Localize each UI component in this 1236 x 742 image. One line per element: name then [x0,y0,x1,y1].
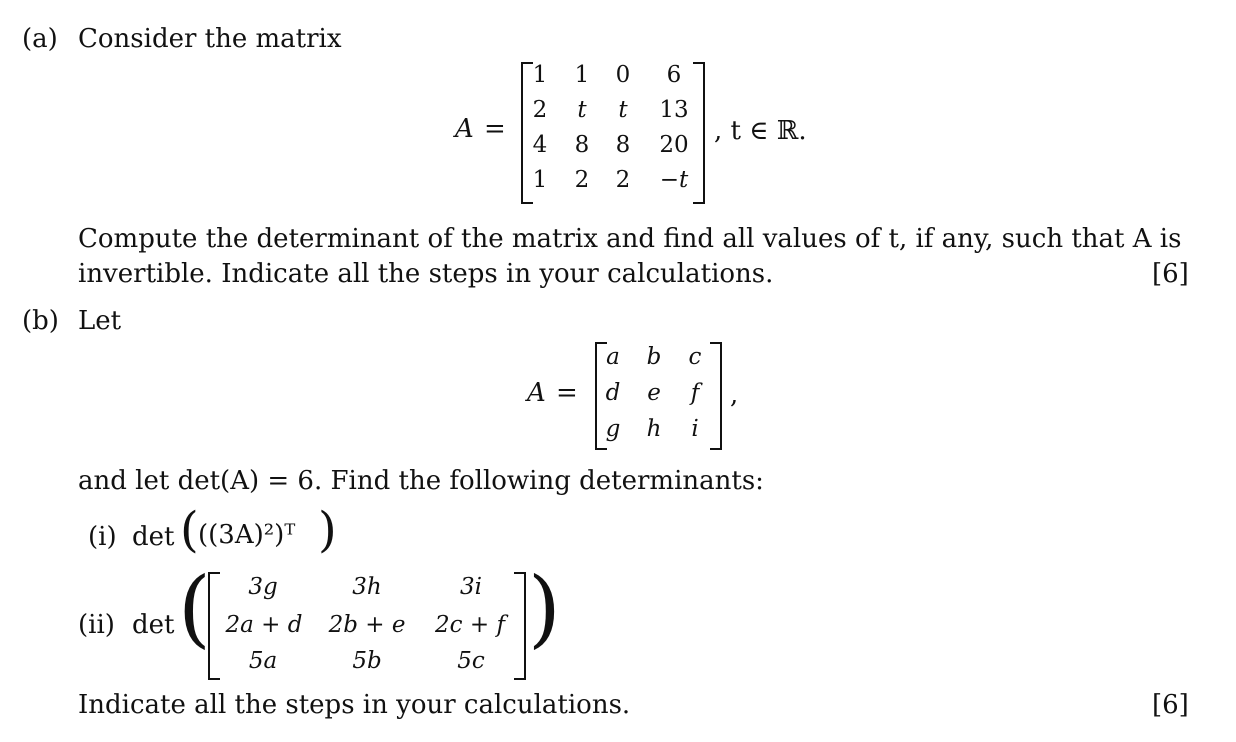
matrix-ii-cell: 5c [457,648,485,674]
matrix-a-cell: 2 [615,167,631,193]
matrix-ii-cell: 2b + e [328,612,406,638]
matrix-b-cell: e [647,380,661,406]
matrix-b-cell: g [605,416,621,442]
part-b-marks: [6] [1152,690,1189,720]
matrix-b-cell: h [646,416,662,442]
matrix-a-cell: t [577,97,587,123]
part-a-intro: Consider the matrix [78,24,342,54]
matrix-b-cell: f [690,380,700,406]
part-a-question-line2: invertible. Indicate all the steps in your calculations. [78,259,774,289]
part-b-given: and let det(A) = 6. Find the following determinants: [78,466,764,496]
matrix-b-cell: d [605,380,621,406]
matrix-ii-cell: 3i [460,574,482,600]
matrix-a-cell: 20 [659,132,689,158]
matrix-a-equals: = [484,114,506,144]
sub-i-det: det [132,522,175,552]
matrix-ii-cell: 3h [352,574,382,600]
sub-ii-label: (ii) [78,610,115,640]
part-a-marks: [6] [1152,259,1189,289]
part-b-label: (b) [22,306,59,336]
matrix-ii-cell: 3g [248,574,278,600]
matrix-b-trailing: , [730,380,739,410]
sub-i-label: (i) [88,522,117,552]
matrix-a-cell: 13 [659,97,689,123]
matrix-a-cell: 2 [574,167,590,193]
part-a-label: (a) [22,24,58,54]
sub-ii-close-paren: ) [528,559,561,657]
matrix-a-cell: 8 [574,132,590,158]
matrix-ii-cell: 5b [352,648,382,674]
matrix-a-cell: 6 [666,62,682,88]
matrix-a-name: A [455,114,474,144]
matrix-a-cell: 0 [615,62,631,88]
sub-i-open-paren: ( [180,502,199,558]
matrix-a-cell: 4 [532,132,548,158]
part-b-intro: Let [78,306,122,336]
matrix-ii-cell: 5a [248,648,278,674]
matrix-a-condition: , t ∈ ℝ. [714,116,807,146]
matrix-ii-cell: 2c + f [435,612,505,638]
sub-i-expression: ((3A)²)ᵀ [198,520,296,550]
matrix-a-cell: t [618,97,628,123]
matrix-a-cell: 1 [532,167,548,193]
matrix-a-cell: 2 [532,97,548,123]
matrix-b-cell: c [688,344,702,370]
matrix-b-name: A [527,378,546,408]
matrix-ii-cell: 2a + d [225,612,303,638]
matrix-a-right-bracket [693,62,705,204]
matrix-a-cell: 1 [532,62,548,88]
matrix-b-cell: b [646,344,662,370]
matrix-a-cell: 8 [615,132,631,158]
part-b-closing: Indicate all the steps in your calculations. [78,690,631,720]
matrix-a-cell: −t [659,167,689,193]
matrix-b-cell: i [691,416,699,442]
part-a-question-line1: Compute the determinant of the matrix and find all values of t, if any, such that A is [78,224,1182,254]
matrix-a-cell: 1 [574,62,590,88]
sub-ii-det: det [132,610,175,640]
sub-ii-open-paren: ( [178,559,211,657]
matrix-b-equals: = [556,378,578,408]
matrix-b-cell: a [606,344,620,370]
sub-i-close-paren: ) [318,502,337,558]
